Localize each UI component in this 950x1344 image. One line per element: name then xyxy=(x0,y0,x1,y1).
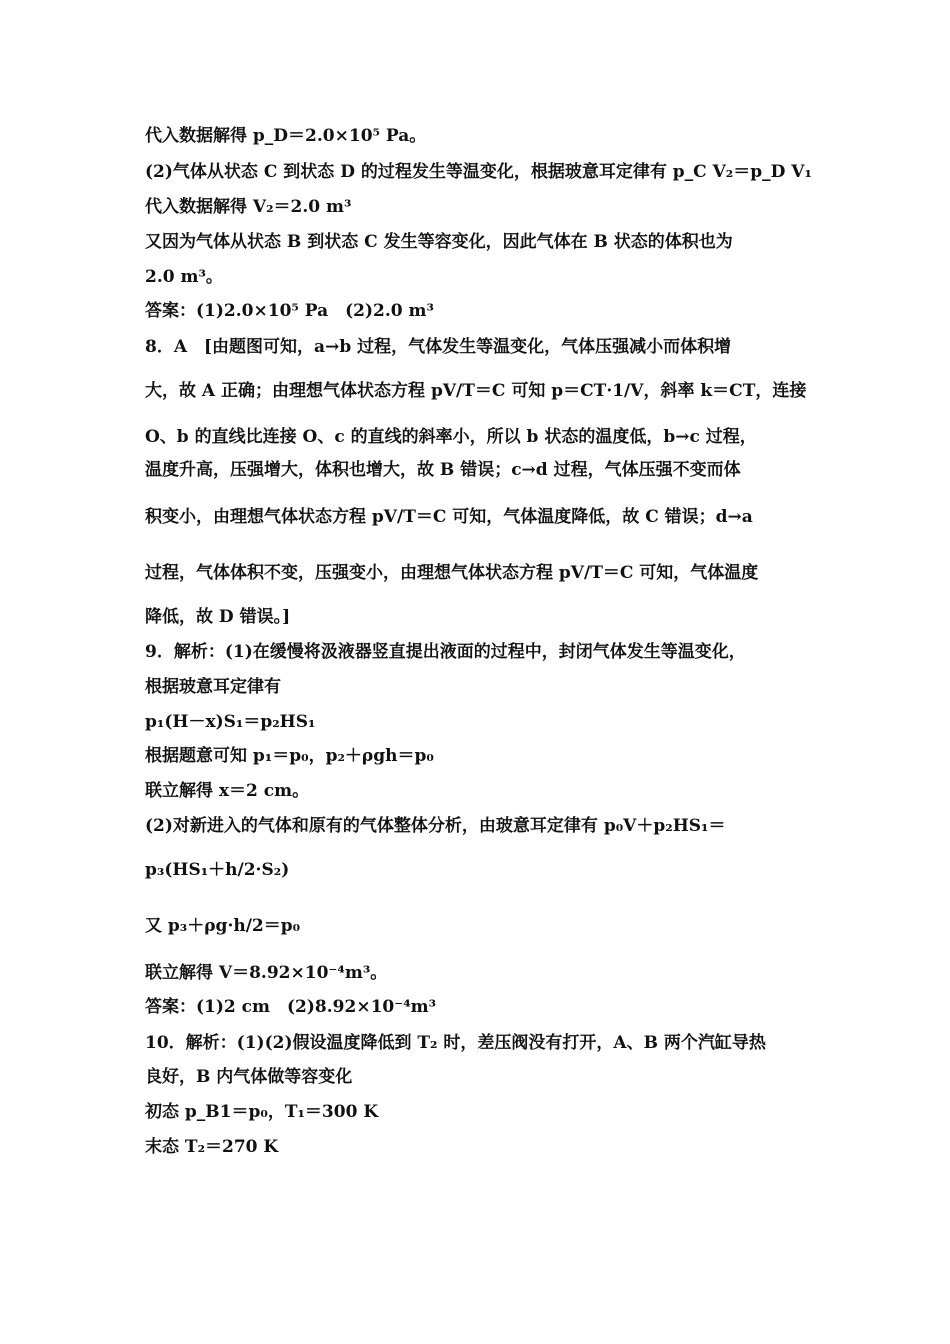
text-line: 温度升高，压强增大，体积也增大，故 B 错误；c→d 过程，气体压强不变而体 xyxy=(145,460,741,480)
answer-line: 答案：(1)2.0×10⁵ Pa (2)2.0 m³ xyxy=(145,301,434,321)
text-line: 良好，B 内气体做等容变化 xyxy=(145,1067,353,1087)
text-line: 代入数据解得 p_D＝2.0×10⁵ Pa。 xyxy=(145,126,427,146)
text-line: 末态 T₂＝270 K xyxy=(145,1137,279,1157)
answer-line: 答案：(1)2 cm (2)8.92×10⁻⁴m³ xyxy=(145,997,437,1017)
text-line: 联立解得 V＝8.92×10⁻⁴m³。 xyxy=(145,963,388,983)
text-line: (2)气体从状态 C 到状态 D 的过程发生等温变化，根据玻意耳定律有 p_C V₂＝p_D V₁ xyxy=(145,162,812,182)
text-line: 过程，气体体积不变，压强变小，由理想气体状态方程 pV/T＝C 可知，气体温度 xyxy=(145,563,759,583)
equation-line: p₁(H－x)S₁＝p₂HS₁ xyxy=(145,712,316,732)
equation-line: p₃(HS₁＋h/2·S₂) xyxy=(145,860,290,880)
text-line: O、b 的直线比连接 O、c 的直线的斜率小，所以 b 状态的温度低，b→c 过程， xyxy=(145,427,757,447)
text-line: 联立解得 x＝2 cm。 xyxy=(145,781,310,801)
text-line: 10．解析：(1)(2)假设温度降低到 T₂ 时，差压阀没有打开，A、B 两个汽缸导热 xyxy=(145,1033,766,1053)
text-line: (2)对新进入的气体和原有的气体整体分析，由玻意耳定律有 p₀V＋p₂HS₁＝ xyxy=(145,816,726,836)
text-line: 积变小，由理想气体状态方程 pV/T＝C 可知，气体温度降低，故 C 错误；d→a xyxy=(145,507,753,527)
text-line: 2.0 m³。 xyxy=(145,267,223,287)
text-line: 初态 p_B1＝p₀，T₁＝300 K xyxy=(145,1102,379,1122)
text-line: 又因为气体从状态 B 到状态 C 发生等容变化，因此气体在 B 状态的体积也为 xyxy=(145,232,733,252)
text-line: 9．解析：(1)在缓慢将汲液器竖直提出液面的过程中，封闭气体发生等温变化， xyxy=(145,642,746,662)
text-line: 8．A [由题图可知，a→b 过程，气体发生等温变化，气体压强减小而体积增 xyxy=(145,337,732,357)
text-line: 代入数据解得 V₂＝2.0 m³ xyxy=(145,197,352,217)
text-line: 根据玻意耳定律有 xyxy=(145,677,281,697)
text-line: 大，故 A 正确；由理想气体状态方程 pV/T＝C 可知 p＝CT·1/V，斜率 k＝CT，连接 xyxy=(145,381,807,401)
text-line: 降低，故 D 错误。] xyxy=(145,607,291,627)
equation-line: 又 p₃＋ρg·h/2＝p₀ xyxy=(145,916,301,936)
text-line: 根据题意可知 p₁＝p₀，p₂＋ρgh＝p₀ xyxy=(145,746,434,766)
